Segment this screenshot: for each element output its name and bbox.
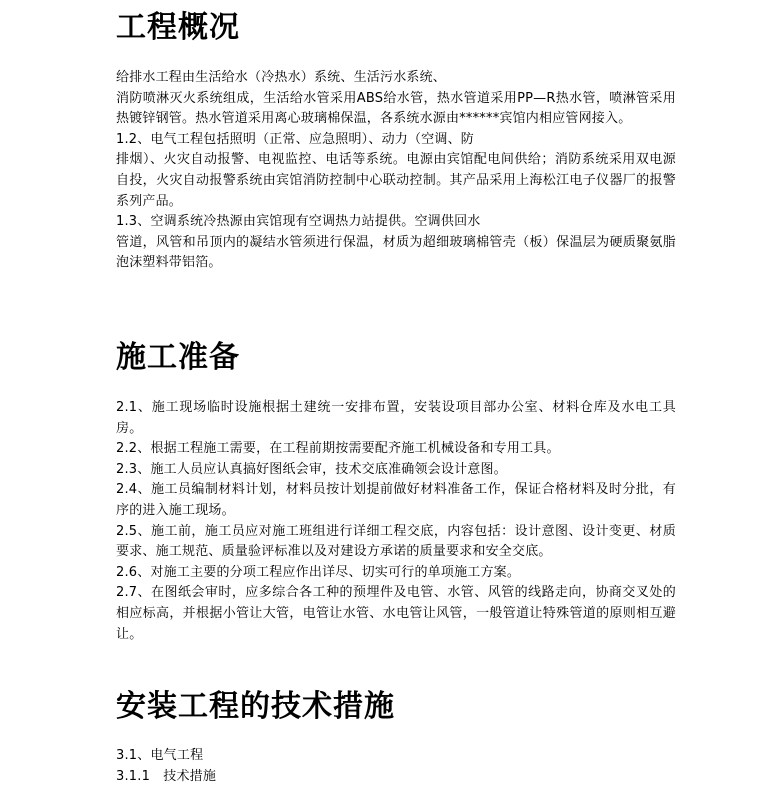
- section-title-project-overview: 工程概况: [116, 10, 240, 45]
- paragraph: 2.7、在图纸会审时，应多综合各工种的预埋件及电管、水管、风管的线路走向，协商交叉处的相应标高，并根据小管让大管，电管让水管、水电管让风管，一般管道让特殊管道的原则相互避让。: [116, 585, 676, 642]
- paragraph: 1.3、空调系统冷热源由宾馆现有空调热力站提供。空调供回水: [116, 214, 481, 230]
- paragraph: 2.3、施工人员应认真搞好图纸会审，技术交底准确领会设计意图。: [116, 461, 507, 477]
- section-body-technical-measures: [116, 746, 676, 787]
- paragraph: 3.1.1 技术措施: [116, 768, 217, 784]
- section-title-technical-measures: 安装工程的技术措施: [116, 689, 395, 724]
- paragraph: 排烟）、火灾自动报警、电视监控、电话等系统。电源由宾馆配电间供给；消防系统采用双电源自投，火灾自动报警系统由宾馆消防控制中心联动控制。其产品采用上海松江电子仪器厂的报警系列产品。: [116, 152, 676, 209]
- section-body-project-overview: [116, 68, 676, 274]
- paragraph: 2.5、施工前，施工员应对施工班组进行详细工程交底，内容包括：设计意图、设计变更、材质要求、施工规范、质量验评标准以及对建设方承诺的质量要求和安全交底。: [116, 523, 676, 560]
- section-body-construction-preparation: [116, 398, 676, 645]
- paragraph: 2.4、施工员编制材料计划，材料员按计划提前做好材料准备工作，保证合格材料及时分批，有序的进入施工现场。: [116, 482, 676, 518]
- paragraph: 2.1、施工现场临时设施根据土建统一安排布置，安装设项目部办公室、材料仓库及水电工具房。: [116, 400, 676, 436]
- paragraph: 1.2、电气工程包括照明（正常、应急照明）、动力（空调、防: [116, 131, 474, 147]
- paragraph: 3.1、电气工程: [116, 748, 204, 763]
- paragraph: 2.2、根据工程施工需要，在工程前期按需要配齐施工机械设备和专用工具。: [116, 441, 560, 457]
- paragraph: 2.6、对施工主要的分项工程应作出详尽、切实可行的单项施工方案。: [116, 564, 521, 580]
- paragraph: 给排水工程由生活给水（冷热水）系统、生活污水系统、: [116, 70, 447, 85]
- section-title-construction-preparation: 施工准备: [116, 340, 240, 375]
- paragraph: 管道，风管和吊顶内的凝结水管须进行保温，材质为超细玻璃棉管壳（板）保温层为硬质聚氨脂泡沫塑料带铝箔。: [116, 234, 676, 271]
- paragraph: 消防喷淋灭火系统组成，生活给水管采用ABS给水管，热水管道采用PP—R热水管，喷淋管采用热镀锌钢管。热水管道采用离心玻璃棉保温，各系统水源由******宾馆内相应管网接入。: [116, 90, 676, 127]
